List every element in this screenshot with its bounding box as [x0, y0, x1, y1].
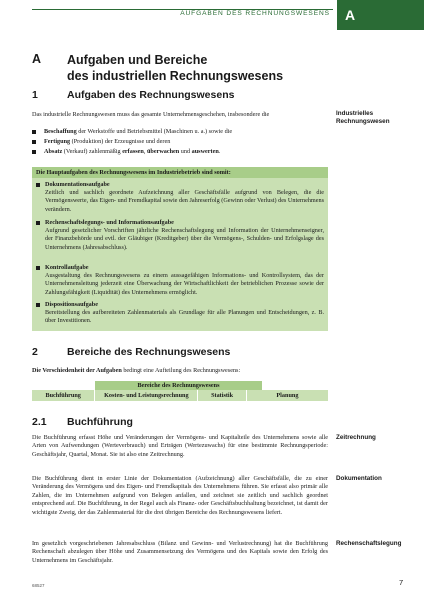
s21-paragraph-1: Die Buchführung erfasst Höhe und Veränderungen der Vermögens- und Kapitalteile des Unternehmens sowie alle Arten von Aufwendungen (Werteverbrauch) und Erträgen (Wertezuwachs) für eine bestimmte Rechnungsperiode: Geschäftsjahr, Quartal, Monat. Sie ist also eine Zeitrechnung.	[32, 434, 328, 458]
areas-table-row	[32, 390, 328, 401]
task-item	[36, 301, 324, 326]
s21-paragraph-3: Im gesetzlich vorgeschriebenen Jahresabschluss (Bilanz und Gewinn- und Verlustrechnung) hat die Buchführung Rechenschaft abzulegen über Höhe und Zusammensetzung des Vermögens und des Kapitals sowie den Erfolg des Unternehmens im Geschäftsjahr.	[32, 540, 328, 564]
table-cell: Planung	[246, 390, 328, 401]
areas-table-heading: Bereiche des Rechnungswesens	[95, 381, 262, 390]
chapter-tab	[337, 0, 424, 30]
table-cell: Buchführung	[45, 392, 81, 399]
list-item: Fertigung (Produktion) der Erzeugnisse und deren	[32, 137, 328, 147]
s21-paragraph-2: Die Buchführung dient in erster Linie der Dokumentation (Aufzeichnung) aller Geschäftsfälle, die zu einer Veränderung des Vermögens und des Eigen- und Fremdkapitals des Unternehmens führen. Sie erfasst also primär alle Zahlen, die im Unternehmen aufgrund von Belegen anfallen, und zeichnet sie zeitlich und sachlich geordnet entsprechend auf. Die Buchführung, in der Regel auch als Finanz- oder Geschäftsbuchhaltung bezeichnet, ist damit der wichtigste Zweig, der das Zahlenmaterial für die drei übrigen Bereiche des Rechnungswesens liefert.	[32, 475, 328, 516]
task-item	[36, 181, 324, 214]
chapter-title-line2: des industriellen Rechnungswesens	[67, 69, 284, 83]
table-cell: Statistik	[197, 390, 246, 401]
task-title: Rechenschaftslegungs- und Informationsaufgabe	[36, 219, 324, 227]
task-title: Dispositionsaufgabe	[36, 301, 324, 309]
s1-bullet-list	[32, 127, 328, 157]
chapter-title	[67, 52, 283, 84]
s2-intro: Die Verschiedenheit der Aufgaben bedingt eine Aufteilung des Rechnungswesens:	[32, 367, 241, 374]
section-title: Bereiche des Rechnungswesens	[67, 346, 231, 358]
task-description: Bereitstellung des aufbereiteten Zahlenmaterials als Grundlage für alle Planungen und Entscheidungen, z. B. über Investitionen.	[45, 309, 324, 325]
main-tasks-box-heading: Die Hauptaufgaben des Rechnungswesens im Industriebetrieb sind somit:	[32, 167, 328, 178]
section-number: 2	[32, 346, 38, 358]
section-title: Aufgaben des Rechnungswesens	[67, 89, 235, 101]
running-title: AUFGABEN DES RECHNUNGSWESENS	[180, 10, 330, 17]
areas-table	[32, 381, 328, 401]
chapter-tab-letter: A	[345, 7, 356, 23]
footer-code: 68527	[32, 583, 45, 588]
list-item: Absatz (Verkauf) zahlenmäßig erfassen, überwachen und auswerten.	[32, 147, 328, 157]
margin-note-line: Rechnungswesen	[336, 118, 390, 126]
task-item	[36, 219, 324, 252]
margin-note-dokumentation: Dokumentation	[336, 475, 382, 482]
task-item	[36, 264, 324, 297]
table-cell: Kosten- und Leistungsrechnung	[94, 390, 197, 401]
task-description: Ausgestaltung des Rechnungswesens zu einem aussagefähigen Informations- und Kontrollsystem, das der Unternehmensleitung jederzeit eine Überwachung der Wirtschaftlichkeit der betrieblichen Prozesse sowie der Zahlungsfähigkeit (Liquidität) des Unternehmens ermöglicht.	[45, 272, 324, 296]
margin-note-line: Industrielles	[336, 110, 374, 117]
section-number: 1	[32, 89, 38, 101]
chapter-title-line1: Aufgaben und Bereiche	[67, 53, 208, 67]
task-title: Kontrollaufgabe	[36, 264, 324, 272]
margin-note-industrielles-rw	[336, 110, 390, 127]
task-description: Zeitlich und sachlich geordnete Aufzeichnung aller Geschäftsfälle aufgrund von Belegen, die die Vermögenswerte, das Eigen- und Fremdkapital sowie den Jahreserfolg (Gewinn oder Verlust) des Unternehmens verändern.	[45, 189, 324, 213]
section-number: 2.1	[32, 416, 47, 428]
task-description: Aufgrund gesetzlicher Vorschriften jährliche Rechenschaftslegung und Information der Unternehmenseigner, der Finanzbehörde und evtl. der Gläubiger (Kreditgeber) über die Vermögens-, Schulden- und Erfolgslage des Unternehmens (Jahresabschluss).	[45, 227, 324, 251]
section-title: Buchführung	[67, 416, 133, 428]
chapter-letter: A	[32, 52, 42, 66]
list-item: Beschaffung der Werkstoffe und Betriebsmittel (Maschinen u. a.) sowie die	[32, 127, 328, 137]
page-number: 7	[399, 578, 404, 587]
margin-note-zeitrechnung: Zeitrechnung	[336, 434, 376, 441]
main-tasks-box	[32, 167, 328, 331]
task-title: Dokumentationsaufgabe	[36, 181, 324, 189]
margin-note-rechenschaftslegung: Rechenschaftslegung	[336, 540, 402, 547]
s1-intro: Das industrielle Rechnungswesen muss das gesamte Unternehmensgeschehen, insbesondere die	[32, 111, 270, 118]
